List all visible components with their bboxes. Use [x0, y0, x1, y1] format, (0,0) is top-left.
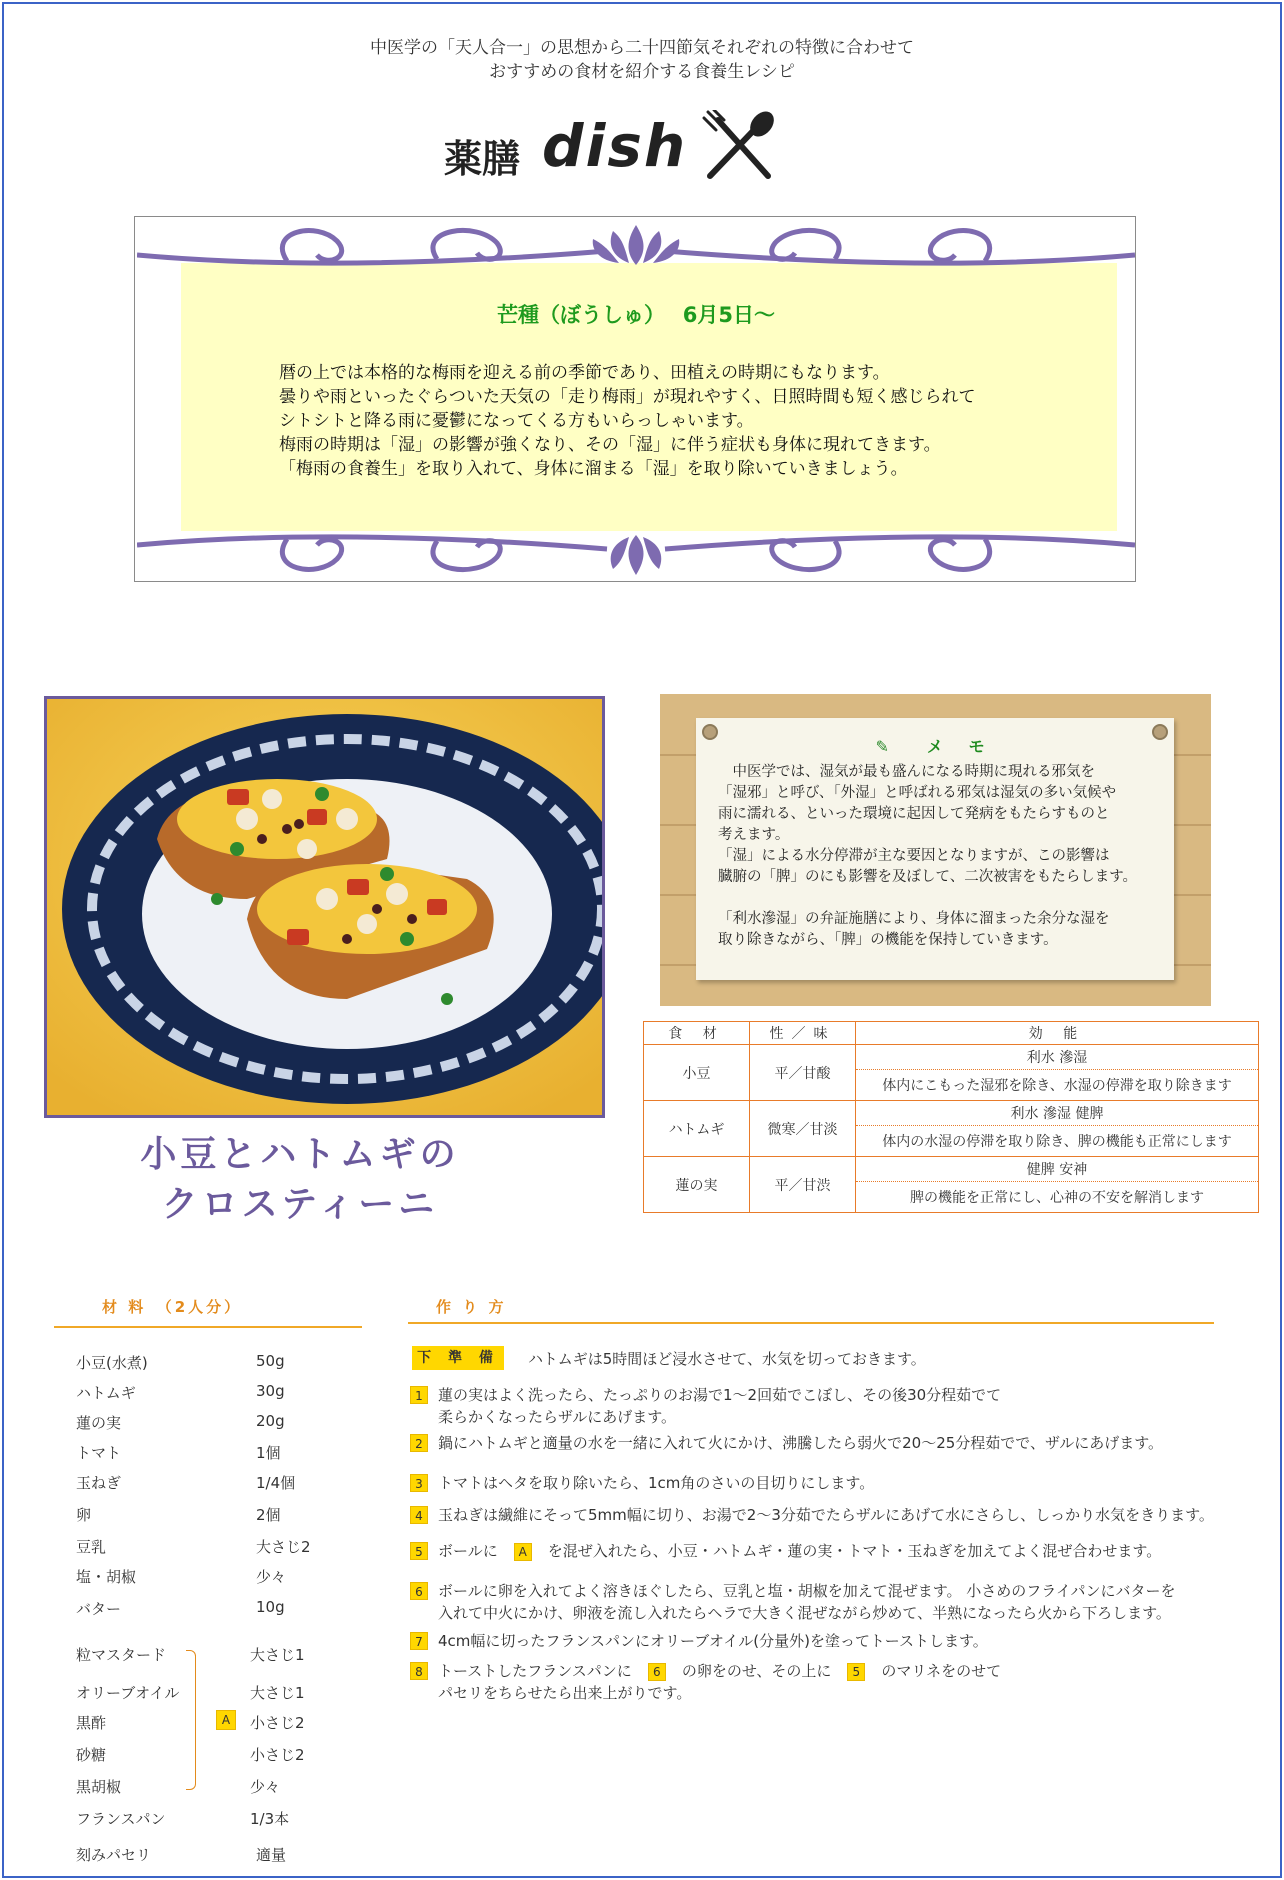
- ingredient-name: フランスパン: [76, 1810, 166, 1828]
- sauce-row: [76, 1744, 356, 1766]
- ingredient-qty: 少々: [256, 1568, 287, 1586]
- method-divider: [408, 1322, 1214, 1324]
- step-number: 8: [410, 1662, 428, 1680]
- ingredient-name: ハトムギ: [76, 1384, 136, 1402]
- ingredient-row: [76, 1382, 356, 1404]
- sauce-bracket: [186, 1650, 196, 1790]
- step-number: 3: [410, 1474, 428, 1492]
- ingredient-qty: 1個: [256, 1444, 281, 1462]
- memo-text: 中医学では、湿気が最も盛んになる時期に現れる邪気を 「湿邪」と呼び、「外湿」と呼ばれる邪気は湿気の多い気候や 雨に濡れる、といった環境に起因して発病をもたらすものと 考えます。 「湿」による水分停滞が主な要因となりますが、この影響は 臓腑の「脾」のにも影響を及ぼして、二次被害をもたらします。 「利水滲湿」の弁証施膳により、身体に溜まった余分な湿を 取り除きながら、「脾」の機能を保持していきます。: [718, 764, 1138, 948]
- ingredient-name: 黒酢: [76, 1714, 107, 1732]
- step-number: 2: [410, 1434, 428, 1452]
- sauce-row: [76, 1776, 356, 1798]
- ingredient-qty: 1/3本: [250, 1810, 290, 1828]
- ingredient-qty: 2個: [256, 1506, 281, 1524]
- memo-paper: [696, 718, 1174, 980]
- step-text: [438, 1540, 1218, 1562]
- effect-title: 利水 滲湿: [856, 1045, 1259, 1070]
- ingredient-qty: 適量: [256, 1846, 287, 1864]
- ingredient-name: バター: [76, 1600, 122, 1618]
- fork-and-spoon-icon: [702, 110, 780, 184]
- method-heading: 作 り 方: [436, 1298, 507, 1316]
- ingredients-divider: [54, 1326, 362, 1328]
- effect-text: 体内の水湿の停滞を取り除き、脾の機能も正常にします: [856, 1126, 1259, 1157]
- step-text: [438, 1660, 1218, 1704]
- header-effect: 効 能: [856, 1022, 1259, 1045]
- ingredient-qty: 大さじ1: [250, 1684, 305, 1702]
- sauce-row: [76, 1682, 356, 1704]
- ingredient-name: オリーブオイル: [76, 1684, 180, 1702]
- step-number: 5: [410, 1542, 428, 1560]
- logo-word: dish: [542, 112, 688, 180]
- ingredient-qty: 50g: [256, 1352, 285, 1370]
- nature-cell: 微寒／甘淡: [750, 1101, 856, 1157]
- logo: [440, 108, 800, 188]
- step-text-part: のマリネをのせて: [881, 1662, 1002, 1680]
- ingredient-row: [76, 1844, 356, 1866]
- ingredient-row: [76, 1442, 356, 1464]
- ingredient-qty: 小さじ2: [250, 1714, 305, 1732]
- sauce-label-a: A: [216, 1710, 236, 1730]
- step-text: 4cm幅に切ったフランスパンにオリーブオイル(分量外)を塗ってトーストします。: [438, 1632, 988, 1650]
- intro-line-2: おすすめの食材を紹介する食養生レシピ: [489, 62, 795, 82]
- ingredient-row: [76, 1412, 356, 1434]
- ingredient-qty: 少々: [250, 1778, 281, 1796]
- ingredient-name: 玉ねぎ: [76, 1474, 122, 1492]
- dish-photo-illustration: [47, 699, 605, 1118]
- season-box: [134, 216, 1136, 582]
- step-number: 7: [410, 1632, 428, 1650]
- season-line: シトシトと降る雨に憂鬱になってくる方もいらっしゃいます。: [279, 411, 754, 431]
- ingredient-name: 蓮の実: [76, 1414, 122, 1432]
- sauce-row: [76, 1644, 356, 1666]
- step-text: 蓮の実はよく洗ったら、たっぷりのお湯で1～2回茹でこぼし、その後30分程茹でて 柔らかくなったらザルにあげます。: [438, 1386, 1002, 1426]
- intro-line-1: 中医学の「天人合一」の思想から二十四節気それぞれの特徴に合わせて: [370, 38, 914, 58]
- ingredient-name: 刻みパセリ: [76, 1846, 152, 1864]
- step-text: 鍋にハトムギと適量の水を一緒に入れて火にかけ、沸騰したら弱火で20～25分程茹でで、ザルにあげます。: [438, 1434, 1164, 1452]
- step-text-part: トーストしたフランスパンに: [438, 1662, 632, 1680]
- flourish-top: [137, 221, 1135, 281]
- season-line: 暦の上では本格的な梅雨を迎える前の季節であり、田植えの時期にもなります。: [279, 363, 890, 383]
- ingredient-qty: 20g: [256, 1412, 285, 1430]
- step-text-part: の卵をのせ、その上に: [681, 1662, 832, 1680]
- table-row: [644, 1045, 1259, 1070]
- pencil-icon: ✎: [875, 737, 889, 756]
- ingredient-name: 砂糖: [76, 1746, 107, 1764]
- food-cell: ハトムギ: [644, 1101, 750, 1157]
- step-number: 6: [410, 1582, 428, 1600]
- step-number: 1: [410, 1386, 428, 1404]
- step-text: トマトはヘタを取り除いたら、1cm角のさいの目切りにします。: [438, 1474, 875, 1492]
- effect-text: 脾の機能を正常にし、心神の不安を解消します: [856, 1182, 1259, 1213]
- ingredients-heading: 材 料 （2人分）: [102, 1298, 243, 1316]
- ingredient-name: トマト: [76, 1444, 122, 1462]
- memo-board: [660, 694, 1211, 1006]
- effect-text: 体内にこもった湿邪を除き、水湿の停滞を取り除きます: [856, 1070, 1259, 1101]
- table-row: [644, 1101, 1259, 1126]
- ingredient-row: [76, 1536, 356, 1558]
- header-nature: 性／味: [750, 1022, 856, 1045]
- table-header-row: [644, 1022, 1259, 1045]
- season-title: 芒種（ぼうしゅ） 6月5日～: [496, 303, 776, 327]
- season-line: 曇りや雨といったぐらついた天気の「走り梅雨」が現れやすく、日照時間も短く感じられて: [279, 387, 976, 407]
- food-cell: 小豆: [644, 1045, 750, 1101]
- ingredient-name: 卵: [76, 1506, 92, 1524]
- ingredient-row: [76, 1598, 356, 1620]
- efficacy-table: [643, 1021, 1259, 1213]
- ingredient-qty: 10g: [256, 1598, 285, 1616]
- ingredient-name: 粒マスタード: [76, 1646, 167, 1664]
- effect-title: 利水 滲湿 健脾: [856, 1101, 1259, 1126]
- season-text: [279, 361, 1099, 481]
- dish-photo: [44, 696, 605, 1118]
- memo-title-text: メ モ: [926, 737, 995, 756]
- ingredient-qty: 30g: [256, 1382, 285, 1400]
- ingredient-row: [76, 1352, 356, 1374]
- ingredient-name: 黒胡椒: [76, 1778, 122, 1796]
- ingredient-qty: 大さじ2: [256, 1538, 311, 1556]
- ref-badge-a: A: [514, 1543, 532, 1561]
- dish-title-line-1: 小豆とハトムギの: [140, 1134, 460, 1175]
- logo-kanji: 薬膳: [444, 136, 521, 181]
- ingredient-qty: 大さじ1: [250, 1646, 305, 1664]
- header-food: 食 材: [644, 1022, 750, 1045]
- step-text: 玉ねぎは繊維にそって5mm幅に切り、お湯で2～3分茹でたらザルにあげて水にさらし、しっかり水気をきります。: [438, 1506, 1214, 1524]
- ingredient-qty: 1/4個: [256, 1474, 296, 1492]
- ref-badge-5: 5: [847, 1663, 865, 1681]
- season-line: 梅雨の時期は「湿」の影響が強くなり、その「湿」に伴う症状も身体に現れてきます。: [279, 435, 941, 455]
- ref-badge-6: 6: [648, 1663, 666, 1681]
- ingredient-name: 小豆(水煮): [76, 1354, 148, 1372]
- nature-cell: 平／甘酸: [750, 1045, 856, 1101]
- ingredient-row: [76, 1504, 356, 1526]
- intro-text: [0, 36, 1284, 84]
- dish-title: [90, 1130, 510, 1230]
- ingredient-name: 豆乳: [76, 1538, 107, 1556]
- ingredient-row: [76, 1472, 356, 1494]
- step-text-part: を混ぜ入れたら、小豆・ハトムギ・蓮の実・トマト・玉ねぎを加えてよく混ぜ合わせます。: [547, 1542, 1162, 1560]
- prep-text: ハトムギは5時間ほど浸水させて、水気を切っておきます。: [528, 1350, 926, 1368]
- step-text-part: ボールに: [438, 1542, 498, 1560]
- dish-title-line-2: クロスティーニ: [161, 1184, 439, 1225]
- season-line: 「梅雨の食養生」を取り入れて、身体に溜まる「湿」を取り除いていきましょう。: [279, 459, 908, 479]
- flourish-bottom: [137, 519, 1135, 579]
- memo-title: [696, 734, 1174, 757]
- ingredient-qty: 小さじ2: [250, 1746, 305, 1764]
- step-number: 4: [410, 1506, 428, 1524]
- effect-title: 健脾 安神: [856, 1157, 1259, 1182]
- table-row: [644, 1157, 1259, 1182]
- ingredient-row: [76, 1808, 356, 1830]
- food-cell: 蓮の実: [644, 1157, 750, 1213]
- nature-cell: 平／甘渋: [750, 1157, 856, 1213]
- step-text-part: パセリをちらせたら出来上がりです。: [438, 1684, 692, 1702]
- prep-badge: 下 準 備: [412, 1346, 504, 1370]
- step-text: ボールに卵を入れてよく溶きほぐしたら、豆乳と塩・胡椒を加えて混ぜます。 小さめのフライパンにバターを 入れて中火にかけ、卵液を流し入れたらヘラで大きく混ぜながら炒めて、半熟になったら火から下ろします。: [438, 1582, 1176, 1622]
- ingredient-row: [76, 1566, 356, 1588]
- ingredient-name: 塩・胡椒: [76, 1568, 137, 1586]
